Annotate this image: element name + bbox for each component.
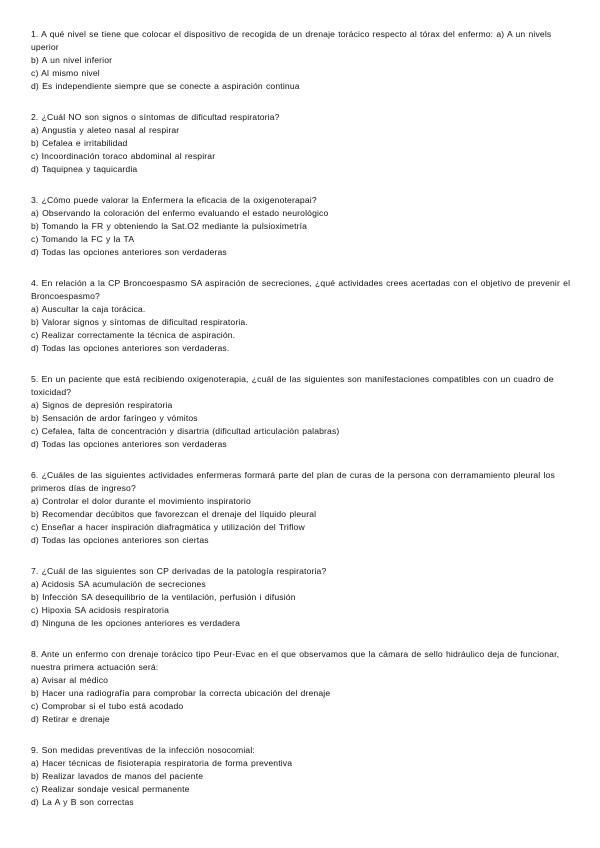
question-text: 3. ¿Cómo puede valorar la Enfermera la eficacia de la oxigenoterapai? (31, 195, 317, 205)
question-text: 7. ¿Cuál de las siguientes son CP derivadas de la patología respiratoria? (31, 566, 327, 576)
answer-option: d) Taquipnea y taquicardia (31, 164, 138, 174)
answer-option: c) Enseñar a hacer inspiración diafragmática y utilización del Triflow (31, 522, 305, 532)
answer-option: b) Sensación de ardor faríngeo y vómitos (31, 413, 198, 423)
answer-option: a) Auscultar la caja torácica. (31, 304, 146, 314)
question-text: 1. A qué nivel se tiene que colocar el dispositivo de recogida de un drenaje torácico respecto al tórax del enfermo: a) A un nivels uperior (31, 29, 552, 52)
question-block (31, 469, 571, 547)
answer-option: b) Recomendar decúbitos que favorezcan el drenaje del líquido pleural (31, 509, 317, 519)
question-block (31, 373, 571, 451)
answer-option: a) Controlar el dolor durante el movimiento inspiratorio (31, 496, 251, 506)
answer-option: d) Ninguna de les opciones anteriores es verdadera (31, 618, 240, 628)
answer-option: d) Todas las opciones anteriores son ciertas (31, 535, 209, 545)
question-list (31, 28, 571, 827)
answer-option: a) Observando la coloración del enfermo evaluando el estado neurológico (31, 208, 329, 218)
answer-option: a) Hacer técnicas de fisioterapia respiratoria de forma preventiva (31, 758, 293, 768)
answer-option: c) Comprobar si el tubo está acodado (31, 701, 184, 711)
answer-option: d) Todas las opciones anteriores son verdaderas (31, 439, 227, 449)
answer-option: b) Tomando la FR y obteniendo la Sat.O2 mediante la pulsioximetría (31, 221, 308, 231)
question-text: 2. ¿Cuál NO son signos o síntomas de dificultad respiratoria? (31, 112, 280, 122)
answer-option: b) Infección SA desequilibrio de la ventilación, perfusión i difusión (31, 592, 296, 602)
question-block (31, 648, 571, 726)
question-block (31, 277, 571, 355)
answer-option: d) Todas las opciones anteriores son verdaderas (31, 247, 227, 257)
answer-option: d) Todas las opciones anteriores son verdaderas. (31, 343, 230, 353)
answer-option: b) Cefalea e irritabilidad (31, 138, 128, 148)
question-block (31, 744, 571, 809)
question-text: 8. Ante un enfermo con drenaje torácico tipo Peur-Evac en el que observamos que la cámara de sello hidráulico deja de funcionar, nuestra primera actuación será: (31, 649, 560, 672)
answer-option: d) La A y B son correctas (31, 797, 134, 807)
answer-option: d) Es independiente siempre que se conecte a aspiración continua (31, 81, 300, 91)
answer-option: a) Angustia y aleteo nasal al respirar (31, 125, 180, 135)
answer-option: b) Hacer una radiografía para comprobar la correcta ubicación del drenaje (31, 688, 331, 698)
question-block (31, 28, 571, 93)
question-text: 6. ¿Cuáles de las siguientes actividades enfermeras formará parte del plan de curas de la persona con derramamiento pleural los primeros días de ingreso? (31, 470, 555, 493)
answer-option: b) A un nivel inferior (31, 55, 113, 65)
answer-option: c) Cefalea, falta de concentración y disartria (dificultad articulación palabras) (31, 426, 340, 436)
question-block (31, 194, 571, 259)
answer-option: c) Incoordinación toraco abdominal al respirar (31, 151, 216, 161)
question-text: 4. En relación a la CP Broncoespasmo SA aspiración de secreciones, ¿qué actividades crees acertadas con el objetivo de prevenir el Broncoespasmo? (31, 278, 571, 301)
answer-option: c) Hipoxia SA acidosis respiratoria (31, 605, 170, 615)
answer-option: d) Retirar e drenaje (31, 714, 110, 724)
answer-option: b) Realizar lavados de manos del paciente (31, 771, 204, 781)
answer-option: a) Signos de depresión respiratoria (31, 400, 173, 410)
answer-option: c) Al mismo nivel (31, 68, 100, 78)
answer-option: a) Acidosis SA acumulación de secreciones (31, 579, 206, 589)
answer-option: b) Valorar signos y síntomas de dificultad respiratoria. (31, 317, 248, 327)
answer-option: c) Realizar correctamente la técnica de aspiración. (31, 330, 236, 340)
question-block (31, 111, 571, 176)
answer-option: c) Realizar sondaje vesical permanente (31, 784, 190, 794)
question-text: 5. En un paciente que está recibiendo oxigenoterapia, ¿cuál de las siguientes son manifestaciones compatibles con un cuadro de toxicidad? (31, 374, 554, 397)
question-block (31, 565, 571, 630)
answer-option: c) Tomando la FC y la TA (31, 234, 135, 244)
answer-option: a) Avisar al médico (31, 675, 109, 685)
question-text: 9. Son medidas preventivas de la infección nosocomial: (31, 745, 255, 755)
